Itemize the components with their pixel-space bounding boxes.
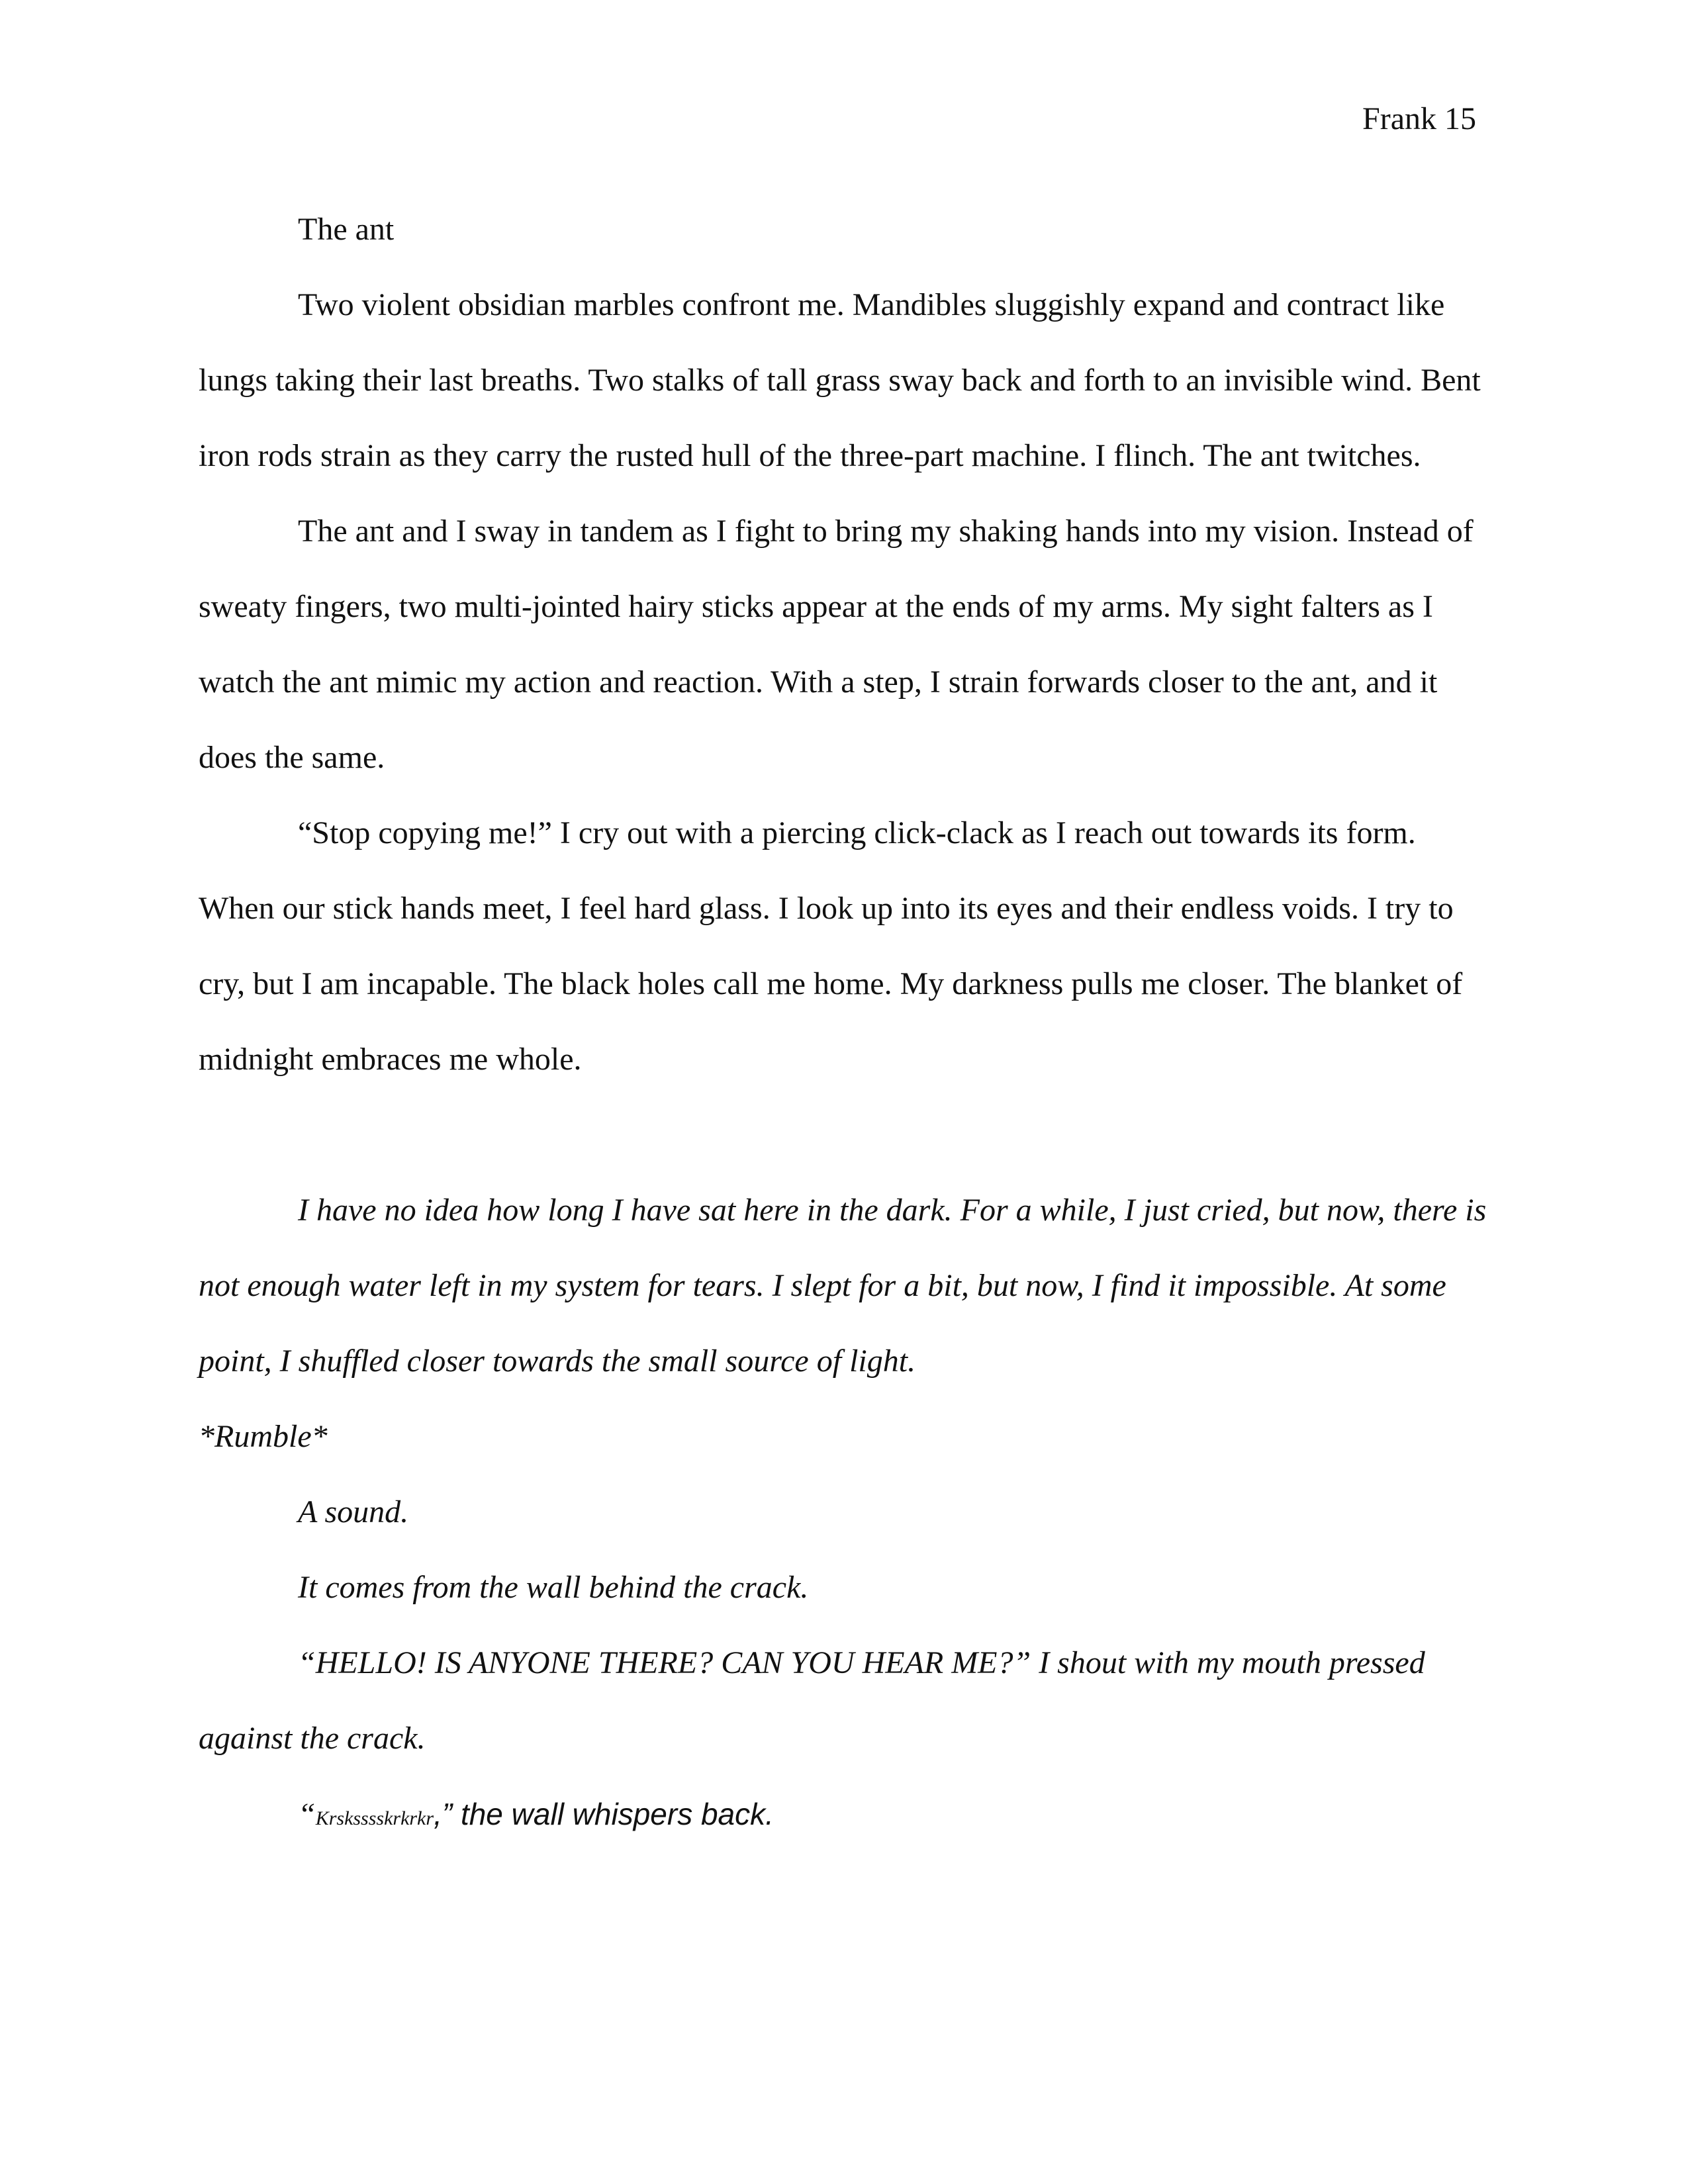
open-quote: “ <box>298 1797 316 1832</box>
story-title: The ant <box>298 212 395 247</box>
paragraph-1: Two violent obsidian marbles confront me. Mandibles sluggishly expand and contract like lungs taking their last breaths. Two stalks of tall grass sway back and forth to an invisible wind. Bent iron rods strain as they carry the rusted hull of the three-part machine. I flinch. The ant twitches. <box>199 287 1481 473</box>
story-body <box>199 192 1489 1856</box>
paragraph-4: When our stick hands meet, I feel hard glass. I look up into its eyes and their endless voids. I try to cry, but I am incapable. The black holes call me home. My darkness pulls me closer. The blanket of midnight embraces me whole. <box>199 891 1463 1077</box>
paragraph-9: “HELLO! IS ANYONE THERE? CAN YOU HEAR ME?” I shout with my mouth pressed against the crack. <box>199 1645 1425 1756</box>
running-head: Frank 15 <box>1362 101 1476 136</box>
paragraph-6: *Rumble* <box>199 1419 328 1454</box>
paragraph-5: I have no idea how long I have sat here in the dark. For a while, I just cried, but now, there is not enough water left in my system for tears. I slept for a bit, but now, I find it impossible. At some point, I shuffled closer towards the small source of light. <box>199 1193 1487 1379</box>
paragraph-2: The ant and I sway in tandem as I fight to bring my shaking hands into my vision. Instead of sweaty fingers, two multi-jointed hairy sticks appear at the ends of my arms. My sight falters as I watch the ant mimic my action and reaction. With a step, I strain forwards closer to the ant, and it does the same. <box>199 514 1474 775</box>
section-break <box>199 1097 1489 1173</box>
paragraph-3: “Stop copying me!” I cry out with a piercing click-clack as I reach out towards its form. <box>298 815 1416 850</box>
wall-sound: Krsksssskrkrkr <box>315 1807 434 1829</box>
paragraph-10 <box>199 1776 1489 1856</box>
paragraph-7: A sound. <box>298 1494 409 1529</box>
paragraph-8: It comes from the wall behind the crack. <box>298 1570 809 1605</box>
wall-whisper: ,” the wall whispers back. <box>434 1797 774 1831</box>
